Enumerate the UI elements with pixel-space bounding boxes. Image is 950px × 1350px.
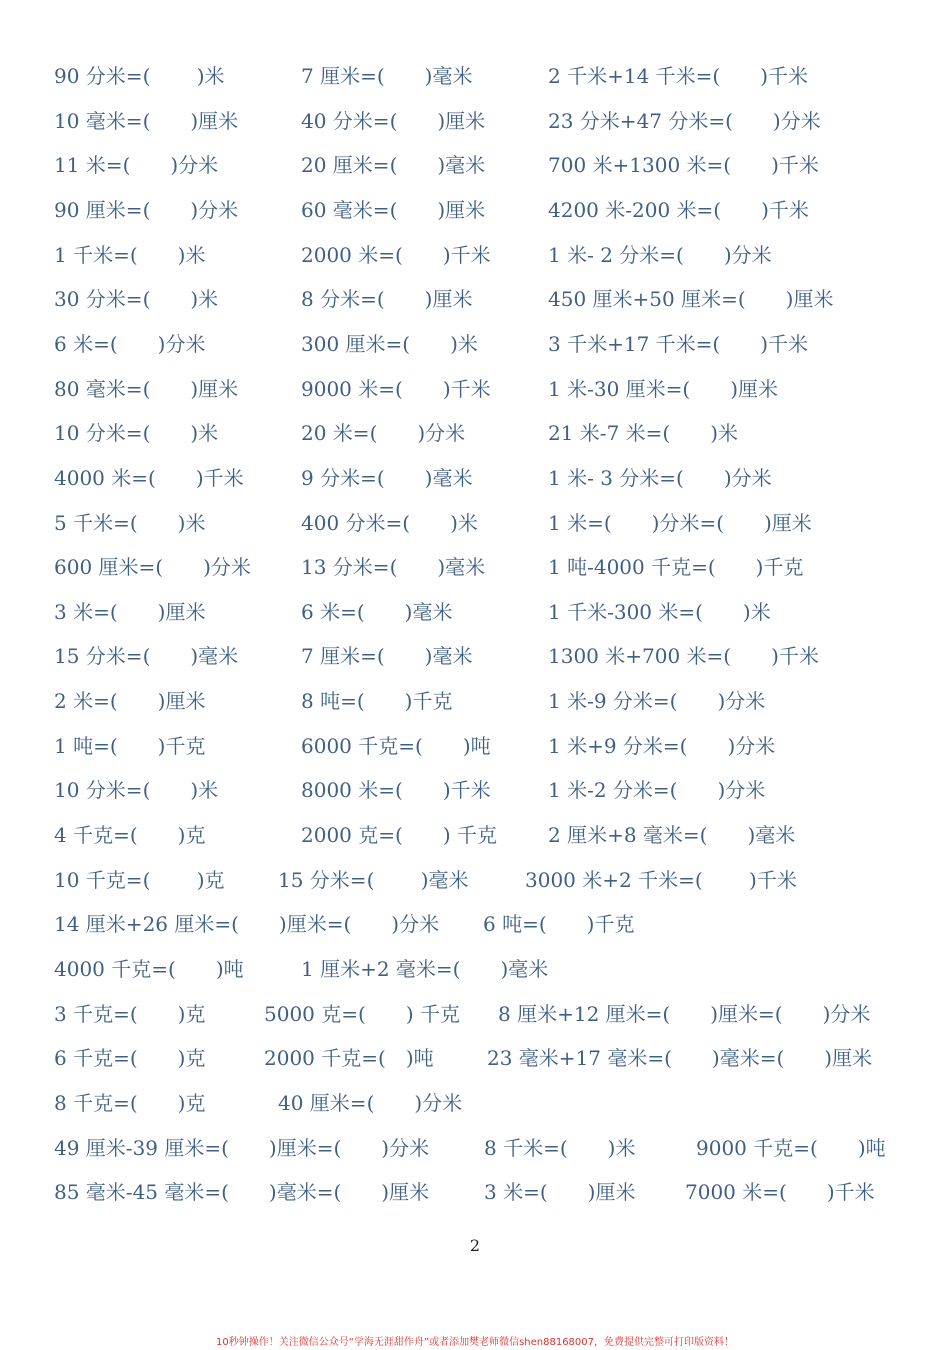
conversion-problem: 6 米=( )分米 xyxy=(54,331,206,356)
conversion-problem: 6 米=( )毫米 xyxy=(301,599,453,624)
conversion-problem: 1 米-9 分米=( )分米 xyxy=(548,689,766,714)
problem-row xyxy=(0,411,950,455)
conversion-problem: 400 分米=( )米 xyxy=(301,510,478,535)
conversion-problem: 1 吨-4000 千克=( )千克 xyxy=(548,555,804,580)
conversion-problem: 30 分米=( )米 xyxy=(54,287,219,312)
problem-row xyxy=(0,858,950,902)
conversion-problem: 1 米-30 厘米=( )厘米 xyxy=(548,376,779,401)
problem-row xyxy=(0,188,950,232)
problem-row xyxy=(0,99,950,143)
conversion-problem: 3000 米+2 千米=( )千米 xyxy=(525,867,797,892)
conversion-problem: 40 厘米=( )分米 xyxy=(278,1090,463,1115)
conversion-problem: 3 千克=( )克 xyxy=(54,1001,206,1026)
conversion-problem: 9000 米=( )千米 xyxy=(301,376,491,401)
conversion-problem: 80 毫米=( )厘米 xyxy=(54,376,239,401)
conversion-problem: 20 厘米=( )毫米 xyxy=(301,153,486,178)
conversion-problem: 1 米- 3 分米=( )分米 xyxy=(548,465,772,490)
conversion-problem: 20 米=( )分米 xyxy=(301,421,466,446)
problem-row xyxy=(0,590,950,634)
conversion-problem: 450 厘米+50 厘米=( )厘米 xyxy=(548,287,834,312)
conversion-problem: 23 毫米+17 毫米=( )毫米=( )厘米 xyxy=(487,1046,873,1071)
conversion-problem: 3 米=( )厘米 xyxy=(54,599,206,624)
conversion-problem: 3 米=( )厘米 xyxy=(484,1180,636,1205)
problem-row xyxy=(0,1170,950,1214)
conversion-problem: 2000 克=( ) 千克 xyxy=(301,823,497,848)
conversion-problem: 4000 千克=( )吨 xyxy=(54,957,244,981)
conversion-problem: 1 米+9 分米=( )分米 xyxy=(548,733,776,758)
problem-row xyxy=(0,1036,950,1080)
conversion-problem: 14 厘米+26 厘米=( )厘米=( )分米 xyxy=(54,912,440,937)
problem-row xyxy=(0,54,950,98)
problem-row xyxy=(0,724,950,768)
conversion-problem: 6 千克=( )克 xyxy=(54,1046,206,1071)
problem-row xyxy=(0,679,950,723)
conversion-problem: 7 厘米=( )毫米 xyxy=(301,644,473,669)
problem-row xyxy=(0,768,950,812)
conversion-problem: 2 米=( )厘米 xyxy=(54,689,206,714)
conversion-problem: 1 米=( )分米=( )厘米 xyxy=(548,510,812,535)
conversion-problem: 9 分米=( )毫米 xyxy=(301,465,473,490)
problem-row xyxy=(0,1081,950,1125)
conversion-problem: 90 分米=( )米 xyxy=(54,64,225,88)
problem-row xyxy=(0,277,950,321)
conversion-problem: 8 千米=( )米 xyxy=(484,1135,636,1160)
problem-row xyxy=(0,947,950,991)
conversion-problem: 1 米- 2 分米=( )分米 xyxy=(548,242,772,267)
conversion-problem: 7000 米=( )千米 xyxy=(685,1180,875,1205)
conversion-problem: 4200 米-200 米=( )千米 xyxy=(548,197,809,222)
conversion-problem: 2 厘米+8 毫米=( )毫米 xyxy=(548,823,796,848)
problem-row xyxy=(0,143,950,187)
conversion-problem: 2000 千克=( )吨 xyxy=(264,1046,434,1071)
conversion-problem: 1 千米-300 米=( )米 xyxy=(548,599,771,624)
conversion-problem: 1300 米+700 米=( )千米 xyxy=(548,644,819,669)
conversion-problem: 40 分米=( )厘米 xyxy=(301,108,486,133)
problem-row xyxy=(0,322,950,366)
conversion-problem: 1 厘米+2 毫米=( )毫米 xyxy=(301,957,549,981)
conversion-problem: 8 千克=( )克 xyxy=(54,1090,206,1115)
conversion-problem: 5 千米=( )米 xyxy=(54,510,206,535)
conversion-problem: 10 分米=( )米 xyxy=(54,778,219,803)
conversion-problem: 15 分米=( )毫米 xyxy=(54,644,239,669)
footer-note: 10秒钟操作！关注微信公众号“学海无涯甜作舟”或者添加樊老师微信shen88168007，免费提供完整可打印版资料！ xyxy=(215,1337,735,1348)
conversion-problem: 10 毫米=( )厘米 xyxy=(54,108,239,133)
conversion-problem: 8 厘米+12 厘米=( )厘米=( )分米 xyxy=(498,1001,871,1026)
conversion-problem: 10 千克=( )克 xyxy=(54,867,225,892)
conversion-problem: 8 吨=( )千克 xyxy=(301,689,453,714)
problem-row xyxy=(0,813,950,857)
problem-row xyxy=(0,501,950,545)
conversion-problem: 60 毫米=( )厘米 xyxy=(301,197,486,222)
conversion-problem: 85 毫米-45 毫米=( )毫米=( )厘米 xyxy=(54,1180,430,1205)
conversion-problem: 1 米-2 分米=( )分米 xyxy=(548,778,766,803)
conversion-problem: 600 厘米=( )分米 xyxy=(54,555,251,580)
conversion-problem: 90 厘米=( )分米 xyxy=(54,197,239,222)
conversion-problem: 6000 千克=( )吨 xyxy=(301,733,491,758)
problem-row xyxy=(0,902,950,946)
conversion-problem: 7 厘米=( )毫米 xyxy=(301,64,473,88)
conversion-problem: 11 米=( )分米 xyxy=(54,153,219,178)
conversion-problem: 3 千米+17 千米=( )千米 xyxy=(548,331,809,356)
conversion-problem: 1 千米=( )米 xyxy=(54,242,206,267)
problem-row xyxy=(0,456,950,500)
conversion-problem: 49 厘米-39 厘米=( )厘米=( )分米 xyxy=(54,1135,430,1160)
conversion-problem: 4 千克=( )克 xyxy=(54,823,206,848)
problem-row xyxy=(0,1126,950,1170)
conversion-problem: 2 千米+14 千米=( )千米 xyxy=(548,64,809,88)
conversion-problem: 21 米-7 米=( )米 xyxy=(548,421,739,446)
problem-row xyxy=(0,992,950,1036)
conversion-problem: 5000 克=( ) 千克 xyxy=(264,1001,460,1026)
conversion-problem: 15 分米=( )毫米 xyxy=(278,867,469,892)
conversion-problem: 4000 米=( )千米 xyxy=(54,465,244,490)
page-number: 2 xyxy=(469,1236,481,1255)
conversion-problem: 10 分米=( )米 xyxy=(54,421,219,446)
conversion-problem: 2000 米=( )千米 xyxy=(301,242,491,267)
conversion-problem: 13 分米=( )毫米 xyxy=(301,555,486,580)
problem-row xyxy=(0,634,950,678)
problem-row xyxy=(0,545,950,589)
conversion-problem: 9000 千克=( )吨 xyxy=(696,1135,886,1160)
problem-row xyxy=(0,233,950,277)
conversion-problem: 8 分米=( )厘米 xyxy=(301,287,473,312)
conversion-problem: 8000 米=( )千米 xyxy=(301,778,491,803)
conversion-problem: 300 厘米=( )米 xyxy=(301,331,478,356)
conversion-problem: 1 吨=( )千克 xyxy=(54,733,206,758)
conversion-problem: 700 米+1300 米=( )千米 xyxy=(548,153,819,178)
conversion-problem: 23 分米+47 分米=( )分米 xyxy=(548,108,821,133)
problem-row xyxy=(0,367,950,411)
conversion-problem: 6 吨=( )千克 xyxy=(483,912,635,937)
